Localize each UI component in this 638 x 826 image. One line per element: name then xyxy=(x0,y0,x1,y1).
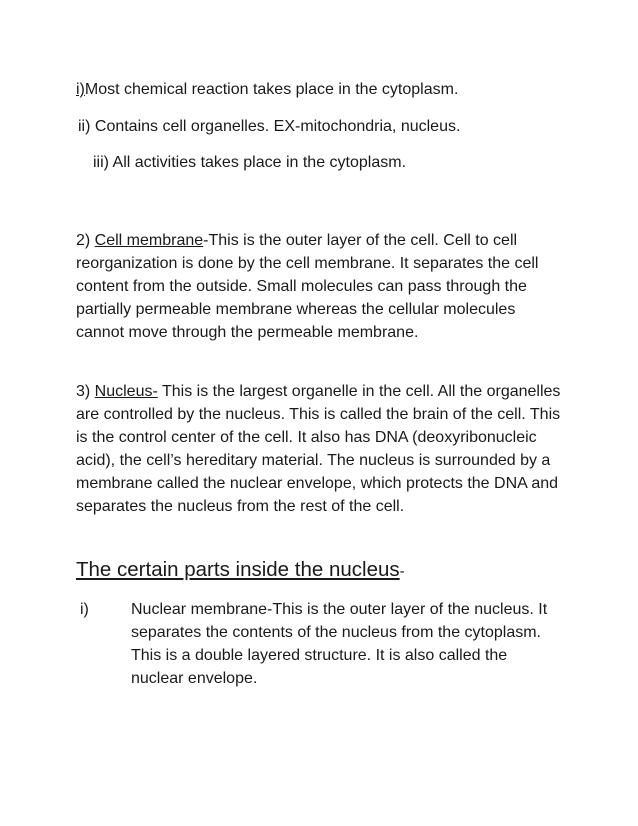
cell-membrane-text: -This is the outer layer of the cell. Cell to cell reorganization is done by the cell membrane. It separates the cell content from the outside. Small molecules can pass through the partially permeable membrane whereas the cellular molecules cannot move through the permeable membrane. xyxy=(76,232,539,342)
nucleus-parts-heading-suffix: - xyxy=(399,563,405,580)
nucleus-term: Nucleus- xyxy=(94,383,158,400)
cytoplasm-point-3: iii) All activities takes place in the cytoplasm. xyxy=(93,154,407,171)
cell-membrane-number: 2) xyxy=(76,232,95,249)
cytoplasm-point-2: ii) Contains cell organelles. EX-mitochondria, nucleus. xyxy=(78,118,461,135)
nucleus-number: 3) xyxy=(76,383,95,400)
nucleus-paragraph xyxy=(76,380,566,519)
cytoplasm-point-1 xyxy=(76,80,458,100)
cytoplasm-point-1-number: i) xyxy=(76,81,85,98)
nucleus-parts-heading xyxy=(76,557,405,585)
cytoplasm-point-1-text: Most chemical reaction takes place in the cytoplasm. xyxy=(84,81,459,98)
nucleus-part-1-text: Nuclear membrane-This is the outer layer of the nucleus. It separates the contents of the nucleus from the cytoplasm. This is a double layered structure. It is also called the nuclear envelope. xyxy=(131,601,548,687)
nucleus-part-1-marker: i) xyxy=(80,601,89,618)
cell-membrane-term: Cell membrane xyxy=(94,232,204,249)
cell-membrane-paragraph xyxy=(76,229,566,344)
nucleus-text: This is the largest organelle in the cell. All the organelles are controlled by the nucleus. This is called the brain of the cell. This is the control center of the cell. It also has DNA (deoxyribonucleic acid), the cell’s hereditary material. The nucleus is surrounded by a membrane called the nuclear envelope, which protects the DNA and separates the nucleus from the rest of the cell. xyxy=(76,383,561,516)
nucleus-parts-heading-text: The certain parts inside the nucleus xyxy=(76,558,400,581)
